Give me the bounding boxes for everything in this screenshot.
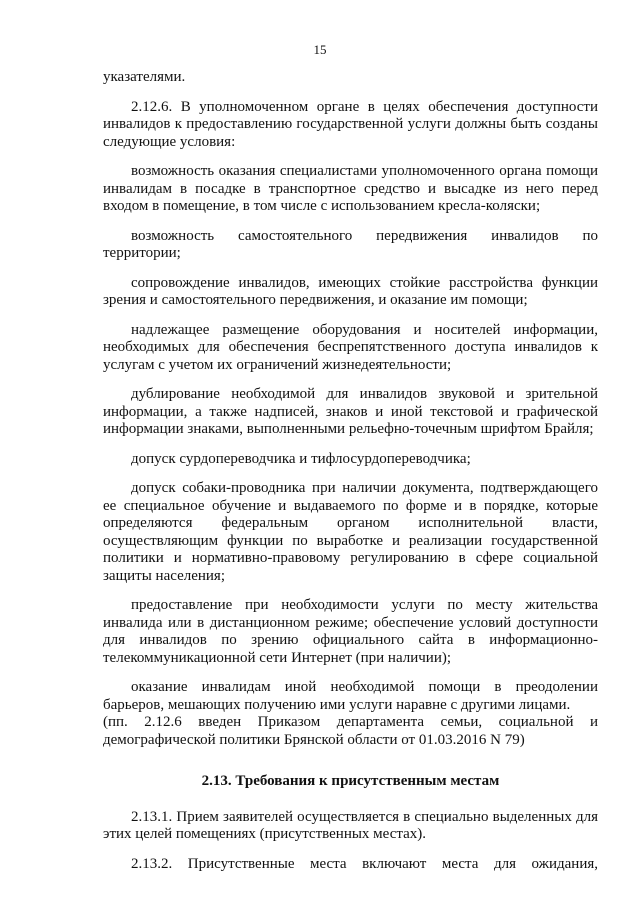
document-body (103, 69, 598, 885)
list-item-assistance-vehicle: возможность оказания специалистами уполномоченного органа помощи инвалидам в посадке в транспортное средство и высадке из него перед входом в помещение, в том числе с использованием кресла-коляски; (103, 163, 598, 214)
paragraph-2-13-2: 2.13.2. Присутственные места включают места для ожидания, (131, 855, 598, 872)
list-item-guide-dog: допуск собаки-проводника при наличии документа, подтверждающего ее специальное обучение и выдаваемого по форме и в порядке, которые определяются федеральным органом исполнительной власти, осуществляющим функции по выработке и реализации государственной политики и нормативно-правовому регулированию в сфере социальной защиты населения; (103, 480, 598, 584)
list-item-escort: сопровождение инвалидов, имеющих стойкие расстройства функции зрения и самостоятельного передвижения, и оказание им помощи; (103, 274, 598, 308)
paragraph-2-12-6: 2.12.6. В уполномоченном органе в целях обеспечения доступности инвалидов к предоставлению государственной услуги должны быть созданы следующие условия: (103, 98, 598, 150)
paragraph-2-13-1: 2.13.1. Прием заявителей осуществляется в специально выделенных для этих целей помещениях (присутственных местах). (103, 808, 598, 842)
page-number: 15 (313, 42, 327, 57)
list-item-braille: дублирование необходимой для инвалидов звуковой и зрительной информации, а также надписей, знаков и иной текстовой и графической информации знаками, выполненными рельефно-точечным шрифтом Брайля; (103, 386, 598, 437)
list-item-remote-service: предоставление при необходимости услуги по месту жительства инвалида или в дистанционном режиме; обеспечение условий доступности для инвалидов по зрению официального сайта в информационно-телекоммуникационной сети Интернет (при наличии); (103, 597, 598, 666)
list-item-equipment-placement: надлежащее размещение оборудования и носителей информации, необходимых для обеспечения беспрепятственного доступа инвалидов к услугам с учетом их ограничений жизнедеятельности; (103, 321, 598, 373)
list-item-movement: возможность самостоятельного передвижения инвалидов по территории; (103, 227, 598, 261)
list-item-other-assistance: оказание инвалидам иной необходимой помощи в преодолении барьеров, мешающих получению ими услуги наравне с другими лицами. (103, 679, 598, 713)
section-heading: 2.13. Требования к присутственным местам (201, 773, 500, 789)
paragraph-continuation: указателями. (103, 69, 186, 85)
amendment-note: (пп. 2.12.6 введен Приказом департамента семьи, социальной и демографической политики Брянской области от 01.03.2016 N 79) (103, 714, 598, 748)
list-item-sign-language: допуск сурдопереводчика и тифлосурдопереводчика; (131, 450, 471, 467)
